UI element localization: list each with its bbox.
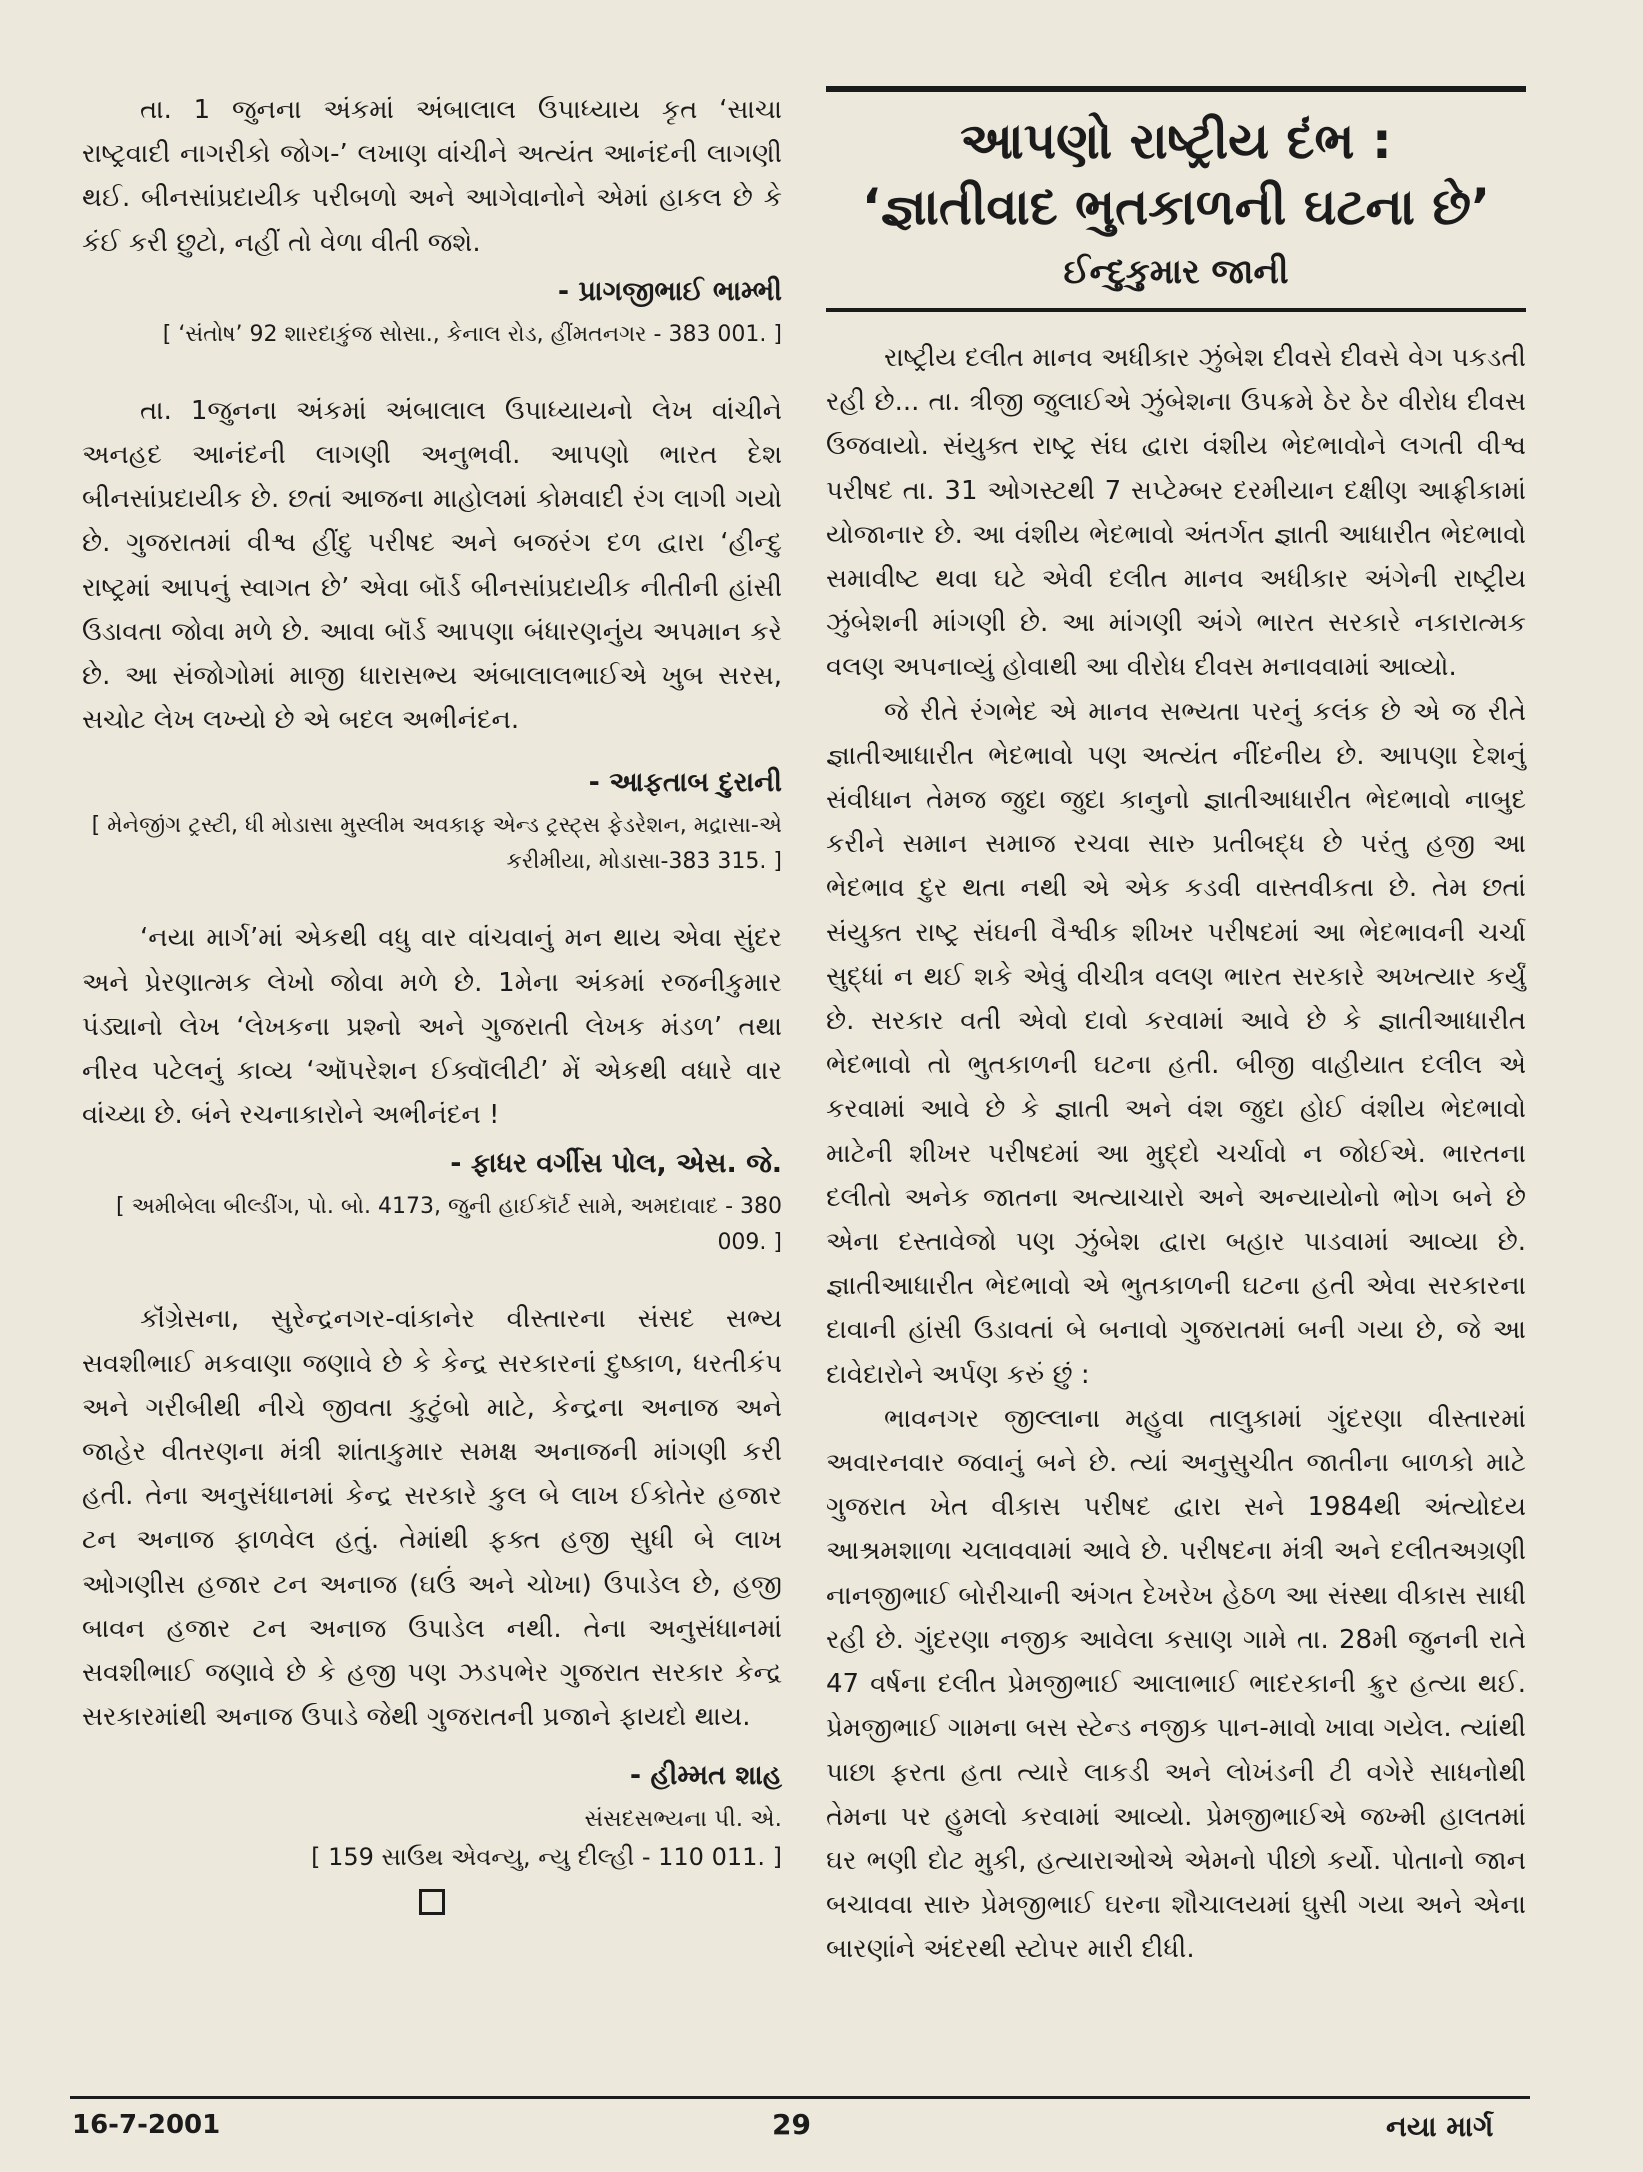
letter-signer-role: સંસદસભ્યના પી. એ. bbox=[584, 1806, 782, 1833]
letter-signer: - હીમ્મત શાહ bbox=[629, 1760, 782, 1792]
letter-3 bbox=[82, 916, 782, 1261]
article-author: ઈન્દુકુમાર જાની bbox=[1063, 252, 1289, 292]
letter-1 bbox=[82, 88, 782, 353]
letter-4 bbox=[82, 1297, 782, 1915]
letter-body: કૉંગ્રેસના, સુરેન્દ્રનગર-વાંકાનેર વીસ્તારના સંસદ સભ્ય સવશીભાઈ મકવાણા જણાવે છે કે કેન્દ્ર સરકારનાં દુષ્કાળ, ધરતીકંપ અને ગરીબીથી નીચે જીવતા કુટુંબો માટે, કેન્દ્રના અનાજ અને જાહેર વીતરણના મંત્રી શાંતાકુમાર સમક્ષ અનાજની માંગણી કરી હતી. તેના અનુસંધાનમાં કેન્દ્ર સરકારે કુલ બે લાખ ઈકોતેર હજાર ટન અનાજ ફાળવેલ હતું. તેમાંથી ફક્ત હજી સુધી બે લાખ ઓગણીસ હજાર ટન અનાજ (ઘઉં અને ચોખા) ઉપાડેલ છે, હજી બાવન હજાર ટન અનાજ ઉપાડેલ નથી. તેના અનુસંધાનમાં સવશીભાઈ જણાવે છે કે હજી પણ ઝડપભેર ગુજરાત સરકાર કેન્દ્ર સરકારમાંથી અનાજ ઉપાડે જેથી ગુજરાતની પ્રજાને ફાયદો થાય. bbox=[82, 1304, 782, 1733]
page-number: 29 bbox=[772, 2108, 811, 2141]
article-title-line-2: ‘જ્ઞાતીવાદ ભુતકાળની ઘટના છે’ bbox=[861, 178, 1491, 236]
letter-address: [ 159 સાઉથ એવન્યુ, ન્યુ દીલ્હી - 110 011. ] bbox=[311, 1843, 782, 1872]
article-paragraph: ભાવનગર જીલ્લાના મહુવા તાલુકામાં ગુંદરણા વીસ્તારમાં અવારનવાર જવાનું બને છે. ત્યાં અનુસુચીત જાતીના બાળકો માટે ગુજરાત ખેત વીકાસ પરીષદ દ્વારા સને 1984થી અંત્યોદય આશ્રમશાળા ચલાવવામાં આવે છે. પરીષદના મંત્રી અને દલીતઅગ્રણી નાનજીભાઈ બોરીચાની અંગત દેખરેખ હેઠળ આ સંસ્થા વીકાસ સાધી રહી છે. ગુંદરણા નજીક આવેલા કસાણ ગામે તા. 28મી જુનની રાતે 47 વર્ષના દલીત પ્રેમજીભાઈ આલાભાઈ ભાદરકાની ક્રુર હત્યા થઈ. પ્રેમજીભાઈ ગામના બસ સ્ટેન્ડ નજીક પાન-માવો ખાવા ગયેલ. ત્યાંથી પાછા ફરતા હતા ત્યારે લાકડી અને લોખંડની ટી વગેરે સાધનોથી તેમના પર હુમલો કરવામાં આવ્યો. પ્રેમજીભાઈએ જખ્મી હાલતમાં ઘર ભણી દોટ મુકી, હત્યારાઓએ એમનો પીછો કર્યો. પોતાનો જાન બચાવવા સારુ પ્રેમજીભાઈ ઘરના શૌચાલયમાં ઘુસી ગયા અને એના બારણાંને અંદરથી સ્ટોપર મારી દીધી. bbox=[826, 1403, 1526, 1965]
footer-rule bbox=[70, 2096, 1530, 2099]
letter-body: તા. 1જુનના અંકમાં અંબાલાલ ઉપાધ્યાયનો લેખ વાંચીને અનહદ આનંદની લાગણી અનુભવી. આપણો ભારત દેશ બીનસાંપ્રદાયીક છે. છતાં આજના માહોલમાં કોમવાદી રંગ લાગી ગયો છે. ગુજરાતમાં વીશ્વ હીંદુ પરીષદ અને બજરંગ દળ દ્વારા ‘હીન્દુ રાષ્ટ્રમાં આપનું સ્વાગત છે’ એવા બૉર્ડ બીનસાંપ્રદાયીક નીતીની હાંસી ઉડાવતા જોવા મળે છે. આવા બૉર્ડ આપણા બંધારણનુંય અપમાન કરે છે. આ સંજોગોમાં માજી ધારાસભ્ય અંબાલાલભાઈએ ખુબ સરસ, સચોટ લેખ લખ્યો છે એ બદલ અભીનંદન. bbox=[82, 395, 782, 736]
magazine-name: નયા માર્ગ bbox=[1386, 2110, 1494, 2143]
letter-signer: - આફતાબ દુરાની bbox=[588, 767, 782, 799]
letter-signer: - પ્રાગજીભાઈ ભામ્ભી bbox=[557, 275, 782, 307]
letter-address: [ અમીબેલા બીલ્ડીંગ, પો. બો. 4173, જુની હાઈકૉર્ટ સામે, અમદાવાદ - 380 009. ] bbox=[116, 1194, 782, 1256]
letter-address: [ ‘સંતોષ’ 92 શારદાકુંજ સોસા., કેનાલ રોડ, હીંમતનગર - 383 001. ] bbox=[162, 321, 782, 347]
article-column bbox=[826, 86, 1526, 1972]
article-title-line-1: આપણો રાષ્ટ્રીય દંભ : bbox=[960, 112, 1392, 170]
footer-date: 16-7-2001 bbox=[72, 2110, 221, 2140]
letter-2 bbox=[82, 389, 782, 881]
letters-column bbox=[82, 88, 782, 1915]
article-paragraph: રાષ્ટ્રીય દલીત માનવ અધીકાર ઝુંબેશ દીવસે દીવસે વેગ પકડતી રહી છે... તા. ત્રીજી જુલાઈએ ઝુંબેશના ઉપક્રમે ઠેર ઠેર વીરોધ દીવસ ઉજવાયો. સંયુક્ત રાષ્ટ્ર સંઘ દ્વારા વંશીય ભેદભાવોને લગતી વીશ્વ પરીષદ તા. 31 ઓગસ્ટથી 7 સપ્ટેમ્બર દરમીયાન દક્ષીણ આફ્રીકામાં યોજાનાર છે. આ વંશીય ભેદભાવો અંતર્ગત જ્ઞાતી આધારીત ભેદભાવો સમાવીષ્ટ થવા ઘટે એવી દલીત માનવ અધીકાર અંગેની રાષ્ટ્રીય ઝુંબેશની માંગણી છે. આ માંગણી અંગે ભારત સરકારે નકારાત્મક વલણ અપનાવ્યું હોવાથી આ વીરોધ દીવસ મનાવવામાં આવ્યો. bbox=[826, 343, 1526, 683]
end-mark-icon bbox=[419, 1889, 445, 1915]
letter-body: તા. 1 જુનના અંકમાં અંબાલાલ ઉપાધ્યાય કૃત ‘સાચા રાષ્ટ્રવાદી નાગરીકો જોગ-’ લખાણ વાંચીને અત્યંત આનંદની લાગણી થઈ. બીનસાંપ્રદાયીક પરીબળો અને આગેવાનોને એમાં હાકલ છે કે કંઈ કરી છુટો, નહીં તો વેળા વીતી જશે. bbox=[82, 95, 782, 258]
article-paragraph: જે રીતે રંગભેદ એ માનવ સભ્યતા પરનું કલંક છે એ જ રીતે જ્ઞાતીઆધારીત ભેદભાવો પણ અત્યંત નીંદનીય છે. આપણા દેશનું સંવીધાન તેમજ જુદા જુદા કાનુનો જ્ઞાતીઆધારીત ભેદભાવો નાબુદ કરીને સમાન સમાજ રચવા સારુ પ્રતીબદ્ધ છે પરંતુ હજી આ ભેદભાવ દુર થતા નથી એ એક કડવી વાસ્તવીકતા છે. તેમ છતાં સંયુક્ત રાષ્ટ્ર સંઘની વૈશ્વીક શીખર પરીષદમાં આ ભેદભાવની ચર્ચા સુદ્ધાં ન થઈ શકે એવું વીચીત્ર વલણ ભારત સરકારે અખત્યાર કર્યું છે. સરકાર વતી એવો દાવો કરવામાં આવે છે કે જ્ઞાતીઆધારીત ભેદભાવો તો ભુતકાળની ઘટના હતી. બીજી વાહીયાત દલીલ એ કરવામાં આવે છે કે જ્ઞાતી અને વંશ જુદા હોઈ વંશીય ભેદભાવો માટેની શીખર પરીષદમાં આ મુદ્દો ચર્ચાવો ન જોઈએ. ભારતના દલીતો અનેક જાતના અત્યાચારો અને અન્યાયોનો ભોગ બને છે એના દસ્તાવેજો પણ ઝુંબેશ દ્વારા બહાર પાડવામાં આવ્યા છે. જ્ઞાતીઆધારીત ભેદભાવો એ ભુતકાળની ઘટના હતી એવા સરકારના દાવાની હાંસી ઉડાવતાં બે બનાવો ગુજરાતમાં બની ગયા છે, જે આ દાવેદારોને અર્પણ કરું છું : bbox=[826, 696, 1526, 1390]
letter-address: [ મેનેજીંગ ટ્રસ્ટી, ધી મોડાસા મુસ્લીમ અવકાફ એન્ડ ટ્રસ્ટ્સ ફેડરેશન, મદ્રાસા-એ કરીમીયા, મોડાસા-383 315. ] bbox=[91, 813, 782, 875]
title-rule-top bbox=[826, 86, 1526, 92]
letter-signer: - ફાધર વર્ગીસ પોલ, એસ. જે. bbox=[450, 1148, 782, 1180]
letter-body: ‘નયા માર્ગ’માં એકથી વધુ વાર વાંચવાનું મન થાય એવા સુંદર અને પ્રેરણાત્મક લેખો જોવા મળે છે. 1મેના અંકમાં રજનીકુમાર પંડ્યાનો લેખ ‘લેખકના પ્રશ્નો અને ગુજરાતી લેખક મંડળ’ તથા નીરવ પટેલનું કાવ્ય ‘ઑપરેશન ઈક્વૉલીટી’ મેં એકથી વધારે વાર વાંચ્યા છે. બંને રચનાકારોને અભીનંદન ! bbox=[82, 923, 782, 1131]
title-rule-bottom bbox=[826, 308, 1526, 312]
